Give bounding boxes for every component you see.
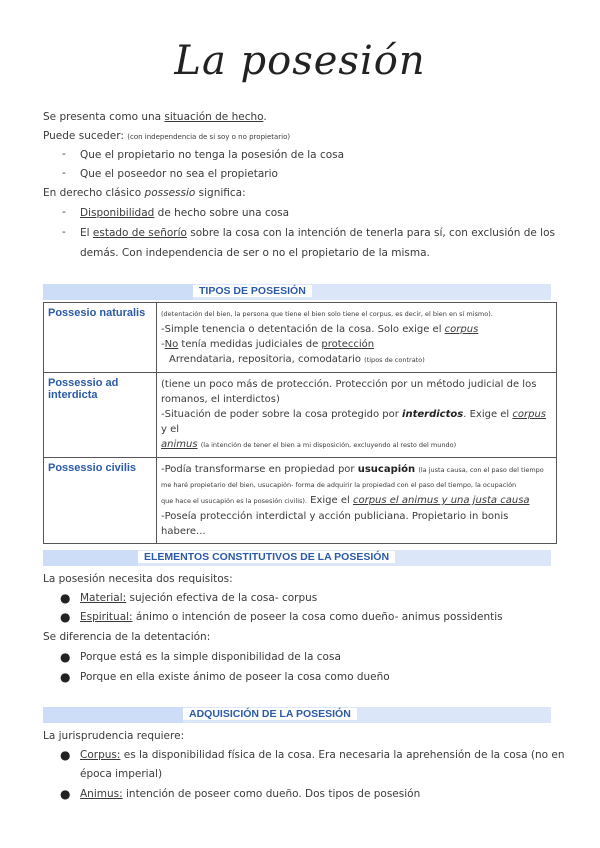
section3-bullet-1: Corpus: es la disponibilidad física de la cosa. Era necesaria la aprehensión de la cosa (no en <box>80 749 565 761</box>
dash-marker: - <box>62 167 66 179</box>
intro-line-2: Puede suceder: (con independencia de si soy o no propietario) <box>43 130 291 142</box>
section2-bullet-2: Espiritual: ánimo o intención de poseer la cosa como dueño- animus possidentis <box>80 611 503 623</box>
row-description: (detentación del bien, la persona que tiene el bien solo tiene el corpus, es decir, el bien en sí mismo). -Simple tenencia o detentación de la cosa. Solo exige el corpus -No tenía medidas judiciales de protección Arrendataria, repositoria, comodatario (tipos de contrato) <box>157 303 557 373</box>
row-description: (tiene un poco más de protección. Protección por un método judicial de los romanos, el interdictos) -Situación de poder sobre la cosa protegido por interdictos. Exige el corpus y el animus (la intención de tener el bien a mi disposición, excluyendo al resto del mundo) <box>157 373 557 458</box>
intro-dash-2: Que el poseedor no sea el propietario <box>80 168 278 180</box>
heading-lead-bar <box>43 284 193 300</box>
heading-lead-bar <box>43 550 138 566</box>
intro-dash-4-cont: demás. Con independencia de ser o no el propietario de la misma. <box>80 247 430 259</box>
bullet-marker: ● <box>60 610 71 624</box>
page-title: La posesión <box>174 38 426 84</box>
row-description: -Podía transformarse en propiedad por usucapión (la justa causa, con el paso del tiempo me haré propietario del bien, usucapión- forma de adquirir la propiedad con el paso del tiempo, la ocupación que hace el usucapión es la posesión civilis). Exige el corpus el animus y una justa causa -Poseía protección interdictal y acción publiciana. Propietario in bonis habere... <box>157 458 557 544</box>
row-name: Possessio civilis <box>44 458 157 544</box>
section3-bullet-1-cont: época imperial) <box>80 768 163 780</box>
dash-marker: - <box>62 148 66 160</box>
bullet-marker: ● <box>60 650 71 664</box>
section3-intro: La jurisprudencia requiere: <box>43 730 185 742</box>
row-name: Possessio ad interdicta <box>44 373 157 458</box>
section3-bullet-2: Animus: intención de poseer como dueño. Dos tipos de posesión <box>80 788 421 800</box>
intro-dash-1: Que el propietario no tenga la posesión de la cosa <box>80 149 345 161</box>
section2-bullet-4: Porque en ella existe ánimo de poseer la cosa como dueño <box>80 671 390 683</box>
dash-marker: - <box>62 206 66 218</box>
section-heading-elementos: ELEMENTOS CONSTITUTIVOS DE LA POSESIÓN <box>43 550 551 566</box>
dash-marker: - <box>62 226 66 238</box>
bullet-marker: ● <box>60 787 71 801</box>
row-name: Possesio naturalis <box>44 303 157 373</box>
intro-line-1: Se presenta como una situación de hecho. <box>43 111 267 123</box>
bullet-marker: ● <box>60 748 71 762</box>
section-heading-adquisicion: ADQUISICIÓN DE LA POSESIÓN <box>43 707 551 723</box>
section2-intro: La posesión necesita dos requisitos: <box>43 573 233 585</box>
table-row <box>44 458 557 544</box>
intro-dash-3: Disponibilidad de hecho sobre una cosa <box>80 207 290 219</box>
section2-bullet-1: Material: sujeción efectiva de la cosa- corpus <box>80 592 318 604</box>
bullet-marker: ● <box>60 670 71 684</box>
section-heading-tipos: TIPOS DE POSESIÓN <box>43 284 551 300</box>
table-row <box>44 303 557 373</box>
heading-lead-bar <box>43 707 183 723</box>
table-row <box>44 373 557 458</box>
types-table <box>43 302 557 544</box>
intro-dash-4: El estado de señorío sobre la cosa con la intención de tenerla para sí, con exclusión de los <box>80 227 555 239</box>
section2-bullet-3: Porque está es la simple disponibilidad de la cosa <box>80 651 341 663</box>
intro-line-3: En derecho clásico possessio significa: <box>43 187 246 199</box>
bullet-marker: ● <box>60 591 71 605</box>
section2-line-2: Se diferencia de la detentación: <box>43 631 211 643</box>
